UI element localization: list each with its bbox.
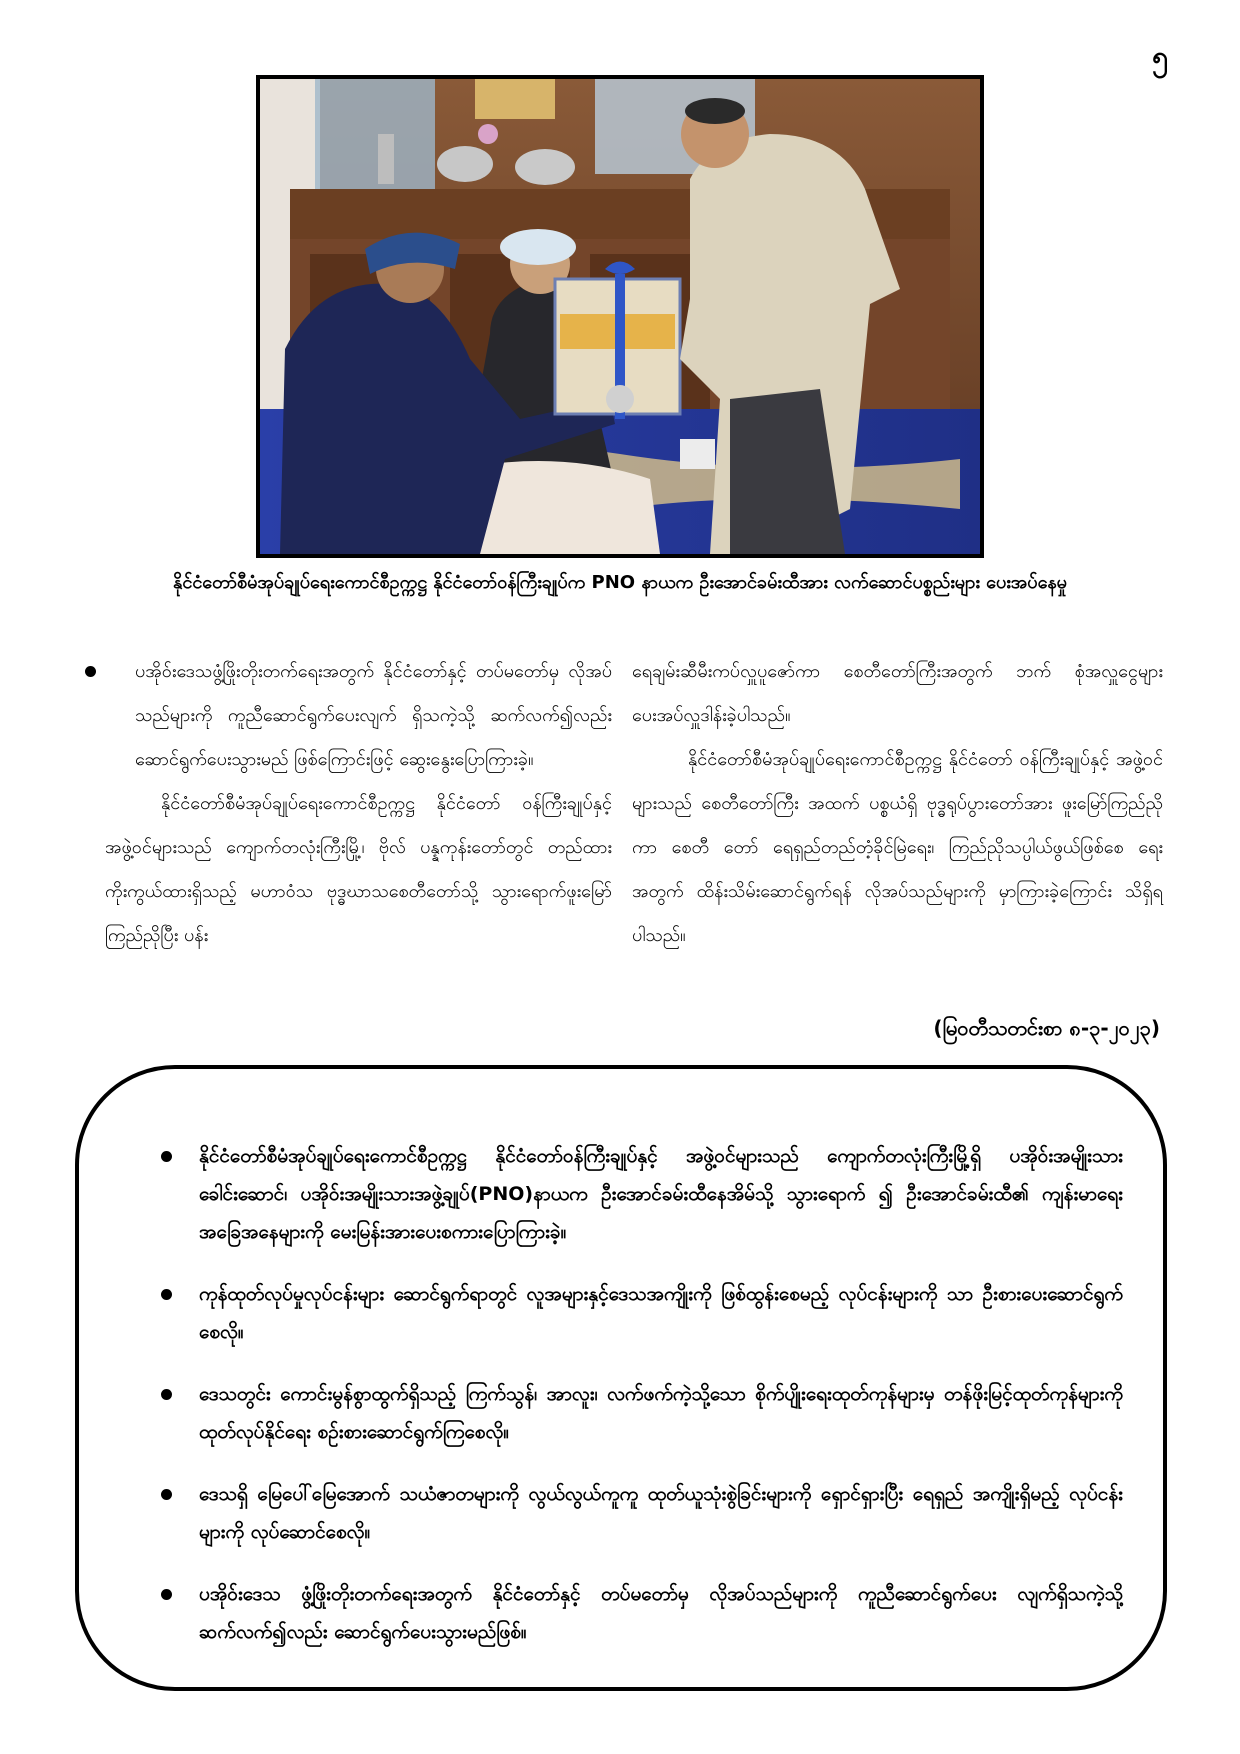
- bowl-1: [437, 146, 493, 182]
- article-continuation: ရေချမ်းဆီမီးကပ်လှူပူဇော်ကာ စေတီတော်ကြီးအတွက် ဘက် စုံအလှူငွေများ ပေးအပ်လှူဒါန်းခဲ့ပါသည်။: [632, 661, 1163, 726]
- man-right-hair: [685, 98, 745, 124]
- summary-list: [161, 1137, 1123, 1675]
- bullet-icon: [161, 1489, 172, 1500]
- summary-item: [161, 1475, 1123, 1551]
- frame-gold: [475, 79, 555, 119]
- photo-caption: နိုင်ငံတော်စီမံအုပ်ချုပ်ရေးကောင်စီဥက္ကဋ္ဌ နိုင်ငံတော်ဝန်ကြီးချုပ်က PNO နာယက ဦးအောင်ခမ်းထီအား လက်ဆောင်ပစ္စည်းများ ပေးအပ်နေမှု: [173, 572, 1067, 593]
- article-bullet-paragraph: [105, 650, 612, 782]
- news-photo: [256, 75, 984, 558]
- vase: [378, 134, 394, 184]
- article-paragraph-1: နိုင်ငံတော်စီမံအုပ်ချုပ်ရေးကောင်စီဥက္ကဋ္ဌ နိုင်ငံတော် ဝန်ကြီးချုပ်နှင့် အဖွဲ့ဝင်များသည် ကျောက်တလုံးကြီးမြို့၊ ဗိုလ် ပန္နကုန်းတော်တွင် တည်ထားကိုးကွယ်ထားရှိသည့် မဟာဝံသ ဗုဒ္ဓဃာသစေတီတော်သို့ သွားရောက်ဖူးမြော်ကြည်ညိုပြီး ပန်း: [105, 793, 612, 946]
- article-column-left: [105, 650, 612, 958]
- summary-item: [161, 1375, 1123, 1451]
- summary-box: [75, 1065, 1167, 1691]
- summary-item-text: ဒေသတွင်း ကောင်းမွန်စွာထွက်ရှိသည့် ကြက်သွန်၊ အာလူး၊ လက်ဖက်ကဲ့သို့သော စိုက်ပျိုးရေးထုတ်ကုန်များမှ တန်ဖိုးမြင့်ထုတ်ကုန်များကို ထုတ်လုပ်နိုင်ရေး စဉ်းစားဆောင်ရွက်ကြစေလို။: [199, 1383, 1123, 1443]
- summary-item-text: နိုင်ငံတော်စီမံအုပ်ချုပ်ရေးကောင်စီဥက္ကဋ္ဌ နိုင်ငံတော်ဝန်ကြီးချုပ်နှင့် အဖွဲ့ဝင်များသည် ကျောက်တလုံးကြီးမြို့ရှိ ပအိုဝ်းအမျိုးသားခေါင်းဆောင်၊ ပအိုဝ်းအမျိုးသားအဖွဲ့ချုပ်(PNO)နာယက ဦးအောင်ခမ်းထီနေအိမ်သို့ သွားရောက် ၍ ဦးအောင်ခမ်းထီ၏ ကျန်းမာရေးအခြေအနေများကို မေးမြန်းအားပေးစကားပြောကြားခဲ့။: [199, 1145, 1123, 1243]
- bullet-icon: [161, 1289, 172, 1300]
- summary-item: [161, 1575, 1123, 1651]
- pot: [606, 385, 634, 413]
- bullet-icon: [85, 666, 96, 677]
- summary-item-text: ဒေသရှိ မြေပေါ်မြေအောက် သယံဇာတများကို လွယ်လွယ်ကူကူ ထုတ်ယူသုံးစွဲခြင်းများကို ရှောင်ရှားပြီး ရေရှည် အကျိုးရှိမည့် လုပ်ငန်းများကို လုပ်ဆောင်စေလို။: [199, 1483, 1123, 1543]
- flowers: [478, 124, 498, 144]
- cup: [680, 439, 715, 469]
- page-number: ၅: [1152, 40, 1168, 73]
- summary-item: [161, 1137, 1123, 1251]
- summary-item-text: ပအိုဝ်းဒေသ ဖွံ့ဖြိုးတိုးတက်ရေးအတွက် နိုင်ငံတော်နှင့် တပ်မတော်မှ လိုအပ်သည်များကို ကူညီဆောင်ရွက်ပေး လျက်ရှိသကဲ့သို့ ဆက်လက်၍လည်း ဆောင်ရွက်ပေးသွားမည်ဖြစ်။: [199, 1583, 1123, 1643]
- elder-turban: [500, 229, 576, 265]
- article-bullet-text: ပအိုဝ်းဒေသဖွံ့ဖြိုးတိုးတက်ရေးအတွက် နိုင်ငံတော်နှင့် တပ်မတော်မှ လိုအပ်သည်များကို ကူညီဆောင်ရွက်ပေးလျက် ရှိသကဲ့သို့ ဆက်လက်၍လည်း ဆောင်ရွက်ပေးသွားမည် ဖြစ်ကြောင်းဖြင့် ဆွေးနွေးပြောကြားခဲ့။: [135, 661, 612, 770]
- bullet-icon: [161, 1589, 172, 1600]
- article-column-right: [632, 650, 1163, 958]
- window-left: [315, 79, 435, 189]
- summary-item: [161, 1275, 1123, 1351]
- summary-item-text: ကုန်ထုတ်လုပ်မှုလုပ်ငန်းများ ဆောင်ရွက်ရာတွင် လူအများနှင့်ဒေသအကျိုးကို ဖြစ်ထွန်းစေမည့် လုပ်ငန်းများကို သာ ဦးစားပေးဆောင်ရွက်စေလို။: [199, 1283, 1123, 1343]
- article-paragraph-2: နိုင်ငံတော်စီမံအုပ်ချုပ်ရေးကောင်စီဥက္ကဋ္ဌ နိုင်ငံတော် ဝန်ကြီးချုပ်နှင့် အဖွဲ့ဝင်များသည် စေတီတော်ကြီး အထက် ပစ္စယံရှိ ဗုဒ္ဓရုပ်ပွားတော်အား ဖူးမြော်ကြည်ညိုကာ စေတီ တော် ရေရှည်တည်တံ့ခိုင်မြဲရေး၊ ကြည်ညိုသပ္ပါယ်ဖွယ်ဖြစ်စေ ရေးအတွက် ထိန်းသိမ်းဆောင်ရွက်ရန် လိုအပ်သည်များကို မှာကြားခဲ့ကြောင်း သိရှိရပါသည်။: [632, 749, 1163, 946]
- bowl-2: [515, 149, 575, 185]
- bullet-icon: [161, 1151, 172, 1162]
- photo-illustration: [260, 79, 980, 554]
- article-source: (မြဝတီသတင်းစာ ၈-၃-၂၀၂၃): [933, 1016, 1160, 1040]
- bullet-icon: [161, 1389, 172, 1400]
